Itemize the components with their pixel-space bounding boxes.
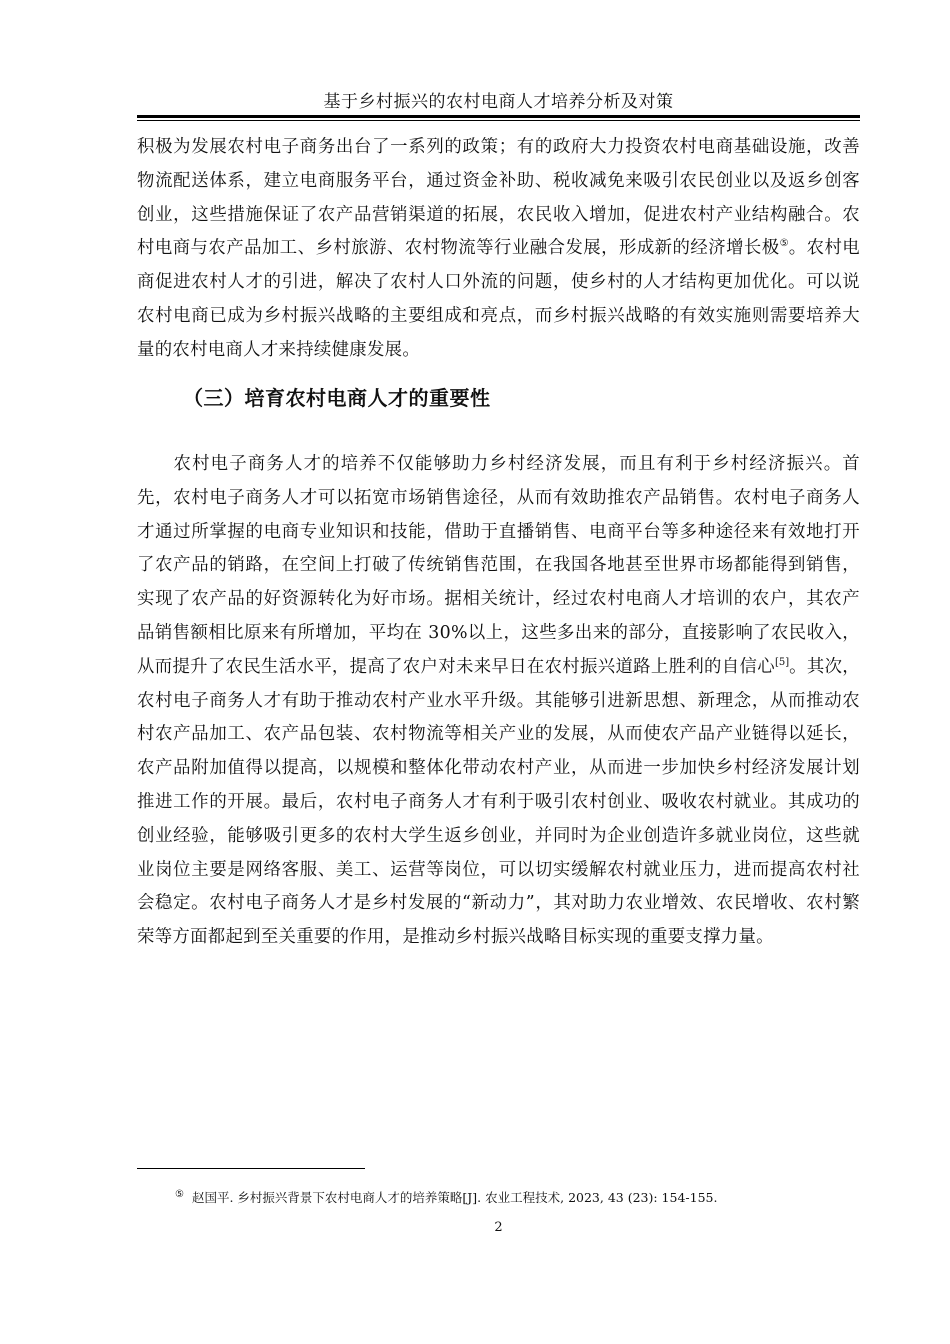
footnote-mark: ⑤ xyxy=(175,1188,184,1200)
body-paragraph-1 xyxy=(137,131,860,368)
footnote xyxy=(175,1189,717,1207)
header-rule-thick xyxy=(137,115,860,118)
page-number: 2 xyxy=(494,1220,503,1235)
citation-reference: [5] xyxy=(774,656,790,668)
body-paragraph-2 xyxy=(137,448,860,955)
running-header-title: 基于乡村振兴的农村电商人才培养分析及对策 xyxy=(323,92,674,112)
paragraph-2-text-a: 农村电子商务人才的培养不仅能够助力乡村经济发展，而且有利于乡村经济振兴。首先，农村电子商务人才可以拓宽市场销售途径，从而有效助推农产品销售。农村电子商务人才通过所掌握的电商专业知识和技能，借助于直播销售、电商平台等多种途径来有效地打开了农产品的销路，在空间上打破了传统销售范围，在我国各地甚至世界市场都能得到销售，实现了农产品的好资源转化为好市场。据相关统计，经过农村电商人才培训的农户，其农产品销售额相比原来有所增加，平均在 30%以上，这些多出来的部分，直接影响了农民收入，从而提升了农民生活水平，提高了农户对未来早日在农村振兴道路上胜利的自信心 xyxy=(137,454,860,677)
footnote-text: 赵国平. 乡村振兴背景下农村电商人才的培养策略[J]. 农业工程技术, 2023, 43 (23): 154-155. xyxy=(191,1190,718,1205)
footnote-reference: ⑤ xyxy=(779,238,789,250)
paragraph-2-text-b: 。其次，农村电子商务人才有助于推动农村产业水平升级。其能够引进新思想、新理念，从而推动农村农产品加工、农产品包装、农村物流等相关产业的发展，从而使农产品产业链得以延长，农产品附加值得以提高，以规模和整体化带动农村产业，从而进一步加快乡村经济发展计划推进工作的开展。最后，农村电子商务人才有利于吸引农村创业、吸收农村就业。其成功的创业经验，能够吸引更多的农村大学生返乡创业，并同时为企业创造许多就业岗位，这些就业岗位主要是网络客服、美工、运营等岗位，可以切实缓解农村就业压力，进而提高农村社会稳定。农村电子商务人才是乡村发展的“新动力”，其对助力农业增效、农民增收、农村繁荣等方面都起到至关重要的作用，是推动乡村振兴战略目标实现的重要支撑力量。 xyxy=(137,656,860,948)
header-rule-thin xyxy=(137,120,860,121)
paragraph-1-text-b: 。农村电商促进农村人才的引进，解决了农村人口外流的问题，使乡村的人才结构更加优化。可以说农村电商已成为乡村振兴战略的主要组成和亮点，而乡村振兴战略的有效实施则需要培养大量的农村电商人才来持续健康发展。 xyxy=(137,238,860,360)
section-heading: （三）培育农村电商人才的重要性 xyxy=(183,386,491,410)
footnote-separator xyxy=(137,1168,365,1169)
paragraph-1-text-a: 积极为发展农村电子商务出台了一系列的政策；有的政府大力投资农村电商基础设施，改善物流配送体系，建立电商服务平台，通过资金补助、税收减免来吸引农民创业以及返乡创客创业，这些措施保证了农产品营销渠道的拓展，农民收入增加，促进农村产业结构融合。农村电商与农产品加工、乡村旅游、农村物流等行业融合发展，形成新的经济增长极 xyxy=(137,137,860,259)
